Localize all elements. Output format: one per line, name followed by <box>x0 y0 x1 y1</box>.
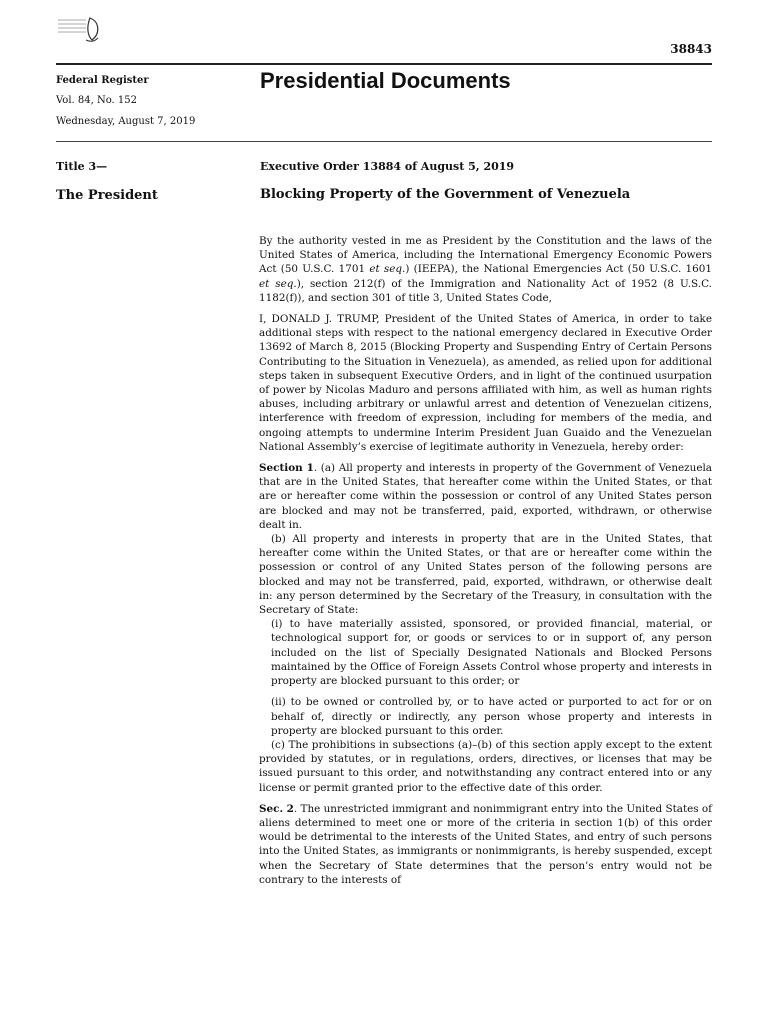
section-1a-text: . (a) All property and interests in property of the Government of Venezuela that are in the United States, that hereafter come within the United States, or that are or hereafter come within the possession or control of any United States person are blocked and may not be transferred, paid, exported, withdrawn, or otherwise dealt in. <box>259 462 712 531</box>
executive-order-title: Blocking Property of the Government of Venezuela <box>260 187 631 202</box>
header-rule <box>56 63 712 65</box>
preamble-italic: et seq. <box>259 277 297 290</box>
preamble-text: By the authority vested in me as President by the Constitution and the laws of the United States of America, including the International Emergency Economic Powers Act (50 U.S.C. 1701 <box>259 235 712 276</box>
page-number: 38843 <box>670 42 712 56</box>
section-1b: (b) All property and interests in property that are in the United States, that hereafter come within the United States, or that are or hereafter come within the possession or control of any United States person of the following persons are blocked and may not be transferred, paid, exported, withdrawn, or otherwise dealt in: any person determined by the Secretary of the Treasury, in consultation with the Secretary of State: <box>259 533 712 617</box>
order-body <box>259 234 712 887</box>
section-2-heading: Sec. 2 <box>259 802 294 815</box>
preamble-text: ), section 212(f) of the Immigration and Nationality Act of 1952 (8 U.S.C. 1182(f)), and section 301 of title 3, United States Code, <box>259 277 712 304</box>
section-2-text: . The unrestricted immigrant and nonimmigrant entry into the United States of aliens determined to meet one or more of the criteria in section 1(b) of this order would be detrimental to the interests of the United States, and entry of such persons into the United States, as immigrants or nonimmigrants, is hereby suspended, except when the Secretary of State determines that the person’s entry would not be contrary to the interests of <box>259 802 713 886</box>
title-label: Title 3— <box>56 160 108 173</box>
section-rule <box>56 141 712 142</box>
section-2 <box>259 802 712 887</box>
president-label: The President <box>56 188 158 203</box>
executive-order-number: Executive Order 13884 of August 5, 2019 <box>260 160 515 173</box>
preamble-italic: et seq. <box>369 263 406 276</box>
publication-name: Federal Register <box>56 75 149 86</box>
section-1b-i: (i) to have materially assisted, sponsored, or provided financial, material, or technological support for, or goods or services to or in support of, any person included on the list of Specially Designated Nationals and Blocked Persons maintained by the Office of Foreign Assets Control whose property and interests in property are blocked pursuant to this order; or <box>271 618 712 688</box>
section-title: Presidential Documents <box>260 68 511 93</box>
preamble-authority <box>259 234 712 305</box>
gpo-authenticated-logo-icon <box>56 14 102 44</box>
section-1a <box>259 461 712 532</box>
publication-date: Wednesday, August 7, 2019 <box>56 116 196 127</box>
preamble-text: ) (IEEPA), the National Emergencies Act (50 U.S.C. 1601 <box>405 263 712 276</box>
section-1-heading: Section 1 <box>259 462 314 475</box>
section-1b-ii: (ii) to be owned or controlled by, or to have acted or purported to act for or on behalf of, directly or indirectly, any person whose property and interests in property are blocked pursuant to this order. <box>271 696 712 737</box>
preamble-order: I, DONALD J. TRUMP, President of the United States of America, in order to take additional steps with respect to the national emergency declared in Executive Order 13692 of March 8, 2015 (Blocking Property and Suspending Entry of Certain Persons Contributing to the Situation in Venezuela), as amended, as relied upon for additional steps taken in subsequent Executive Orders, and in light of the continued usurpation of power by Nicolas Maduro and persons affiliated with him, as well as human rights abuses, including arbitrary or unlawful arrest and detention of Venezuelan citizens, interference with freedom of expression, including for members of the media, and ongoing attempts to undermine Interim President Juan Guaido and the Venezuelan National Assembly’s exercise of legitimate authority in Venezuela, hereby order: <box>259 313 712 453</box>
volume-number: Vol. 84, No. 152 <box>56 95 138 106</box>
section-1c: (c) The prohibitions in subsections (a)–(b) of this section apply except to the extent provided by statutes, or in regulations, orders, directives, or licenses that may be issued pursuant to this order, and notwithstanding any contract entered into or any license or permit granted prior to the effective date of this order. <box>259 738 712 794</box>
